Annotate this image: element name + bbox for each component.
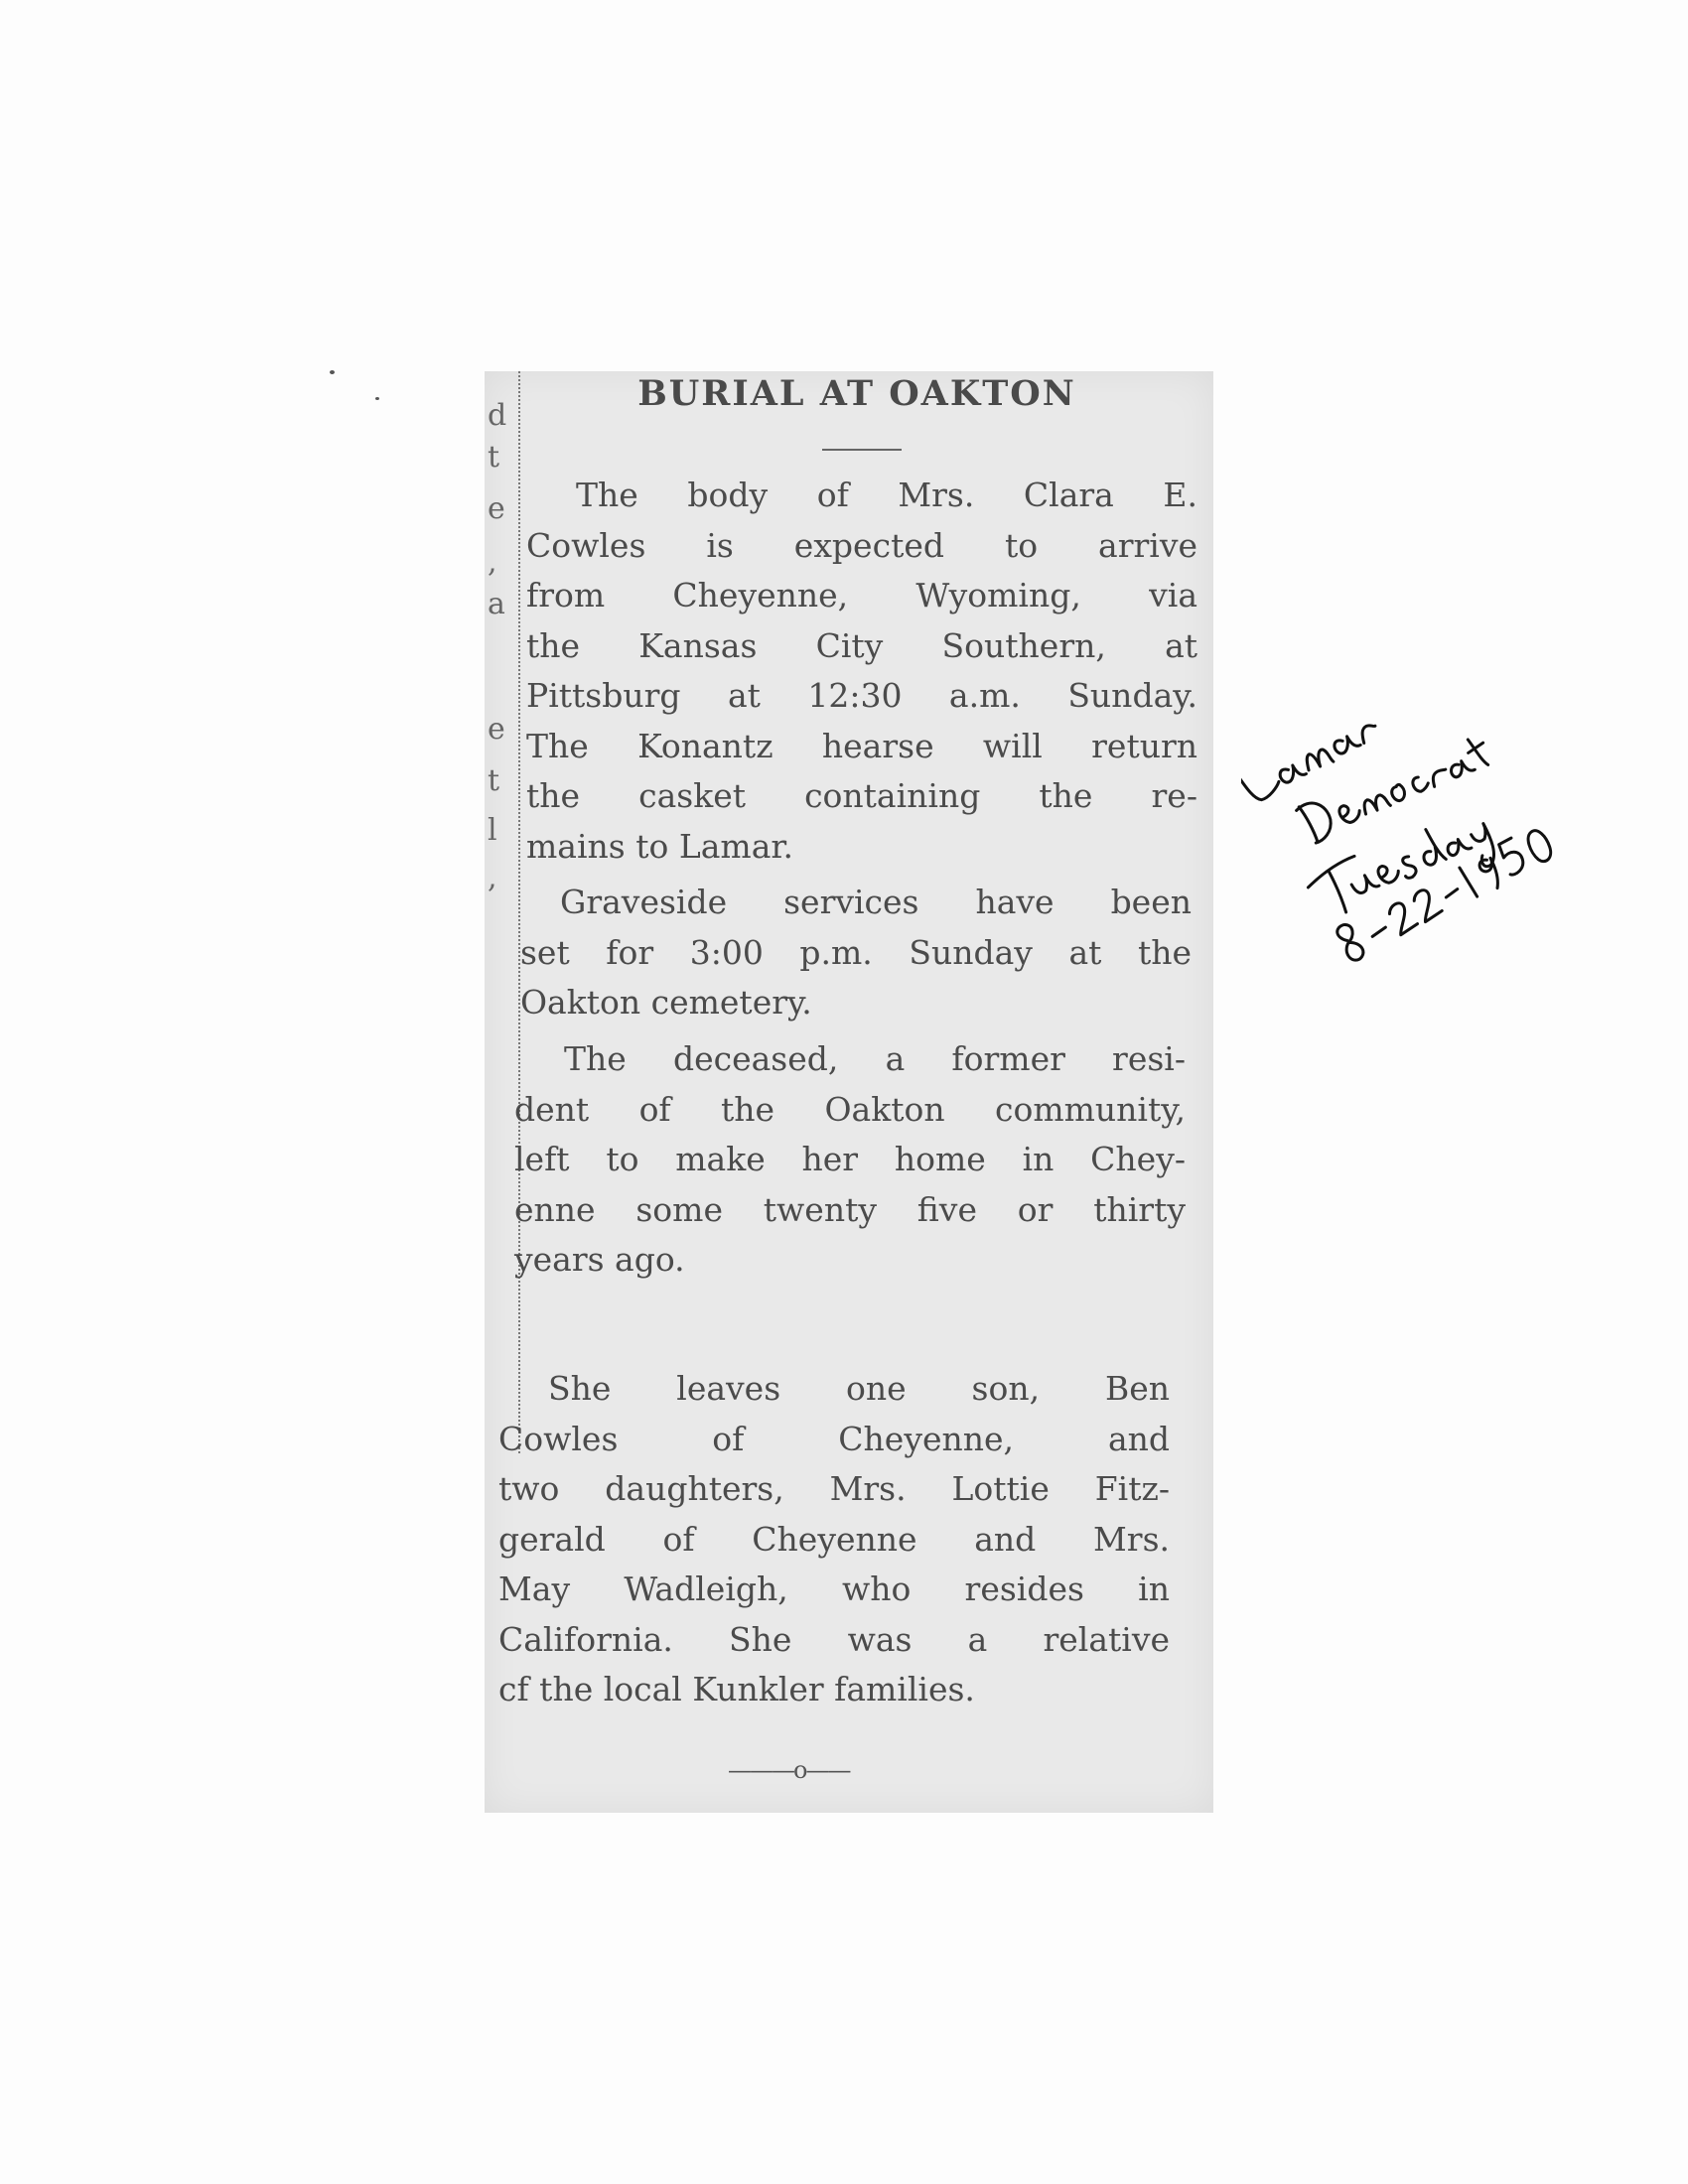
text-line: Cowles is expected to arrive (526, 525, 1197, 565)
handwritten-word (1296, 717, 1493, 855)
text-line: She leaves one son, Ben (548, 1369, 1170, 1408)
text-line: the casket containing the re- (526, 776, 1197, 815)
paragraph-4 (498, 1364, 1170, 1715)
page-speck (330, 370, 335, 374)
previous-column-fragment: , (488, 861, 497, 895)
previous-column-fragment: l (488, 813, 497, 848)
handwritten-note (1241, 635, 1579, 973)
text-line: enne some twenty five or thirty (514, 1189, 1186, 1229)
paragraph-2 (520, 878, 1192, 1028)
end-mark: ———o—— (728, 1756, 850, 1784)
handwritten-word (1241, 661, 1381, 805)
previous-column-fragment: , (488, 545, 497, 580)
previous-column-fragment: e (488, 491, 505, 526)
page-speck (375, 397, 379, 400)
text-line: left to make her home in Chey- (514, 1140, 1186, 1178)
text-line: two daughters, Mrs. Lottie Fitz- (498, 1469, 1170, 1508)
previous-column-fragment: t (488, 763, 500, 798)
text-line: Graveside services have been (560, 883, 1192, 921)
text-line: the Kansas City Southern, at (526, 625, 1197, 665)
headline: BURIAL AT OAKTON (637, 373, 1076, 414)
previous-column-fragment: a (488, 587, 505, 621)
text-line: years ago. (514, 1240, 685, 1279)
text-line: from Cheyenne, Wyoming, via (526, 576, 1197, 614)
newspaper-clipping (485, 371, 1213, 1813)
text-line: May Wadleigh, who resides in (498, 1570, 1170, 1608)
text-line: California. She was a relative (498, 1619, 1170, 1659)
text-line: The deceased, a former resi- (564, 1039, 1186, 1078)
text-line: The body of Mrs. Clara E. (576, 476, 1197, 514)
text-line: set for 3:00 p.m. Sunday at the (520, 932, 1192, 972)
handwritten-word (1335, 822, 1556, 965)
handwritten-word (1305, 795, 1502, 946)
headline-rule (822, 449, 902, 451)
text-line: gerald of Cheyenne and Mrs. (498, 1519, 1170, 1559)
previous-column-fragment: d (488, 398, 507, 433)
paragraph-1 (526, 471, 1197, 872)
text-line: mains to Lamar. (526, 826, 794, 866)
text-line: The Konantz hearse will return (526, 726, 1197, 765)
text-line: Oakton cemetery. (520, 983, 812, 1022)
text-line: dent of the Oakton community, (514, 1089, 1186, 1129)
previous-column-fragment: t (488, 440, 500, 475)
previous-column-fragment: e (488, 712, 505, 747)
text-line: cf the local Kunkler families. (498, 1670, 975, 1708)
previous-column-fragments (485, 398, 514, 1394)
paragraph-3 (514, 1034, 1186, 1286)
text-line: Cowles of Cheyenne, and (498, 1419, 1170, 1458)
text-line: Pittsburg at 12:30 a.m. Sunday. (526, 676, 1197, 715)
